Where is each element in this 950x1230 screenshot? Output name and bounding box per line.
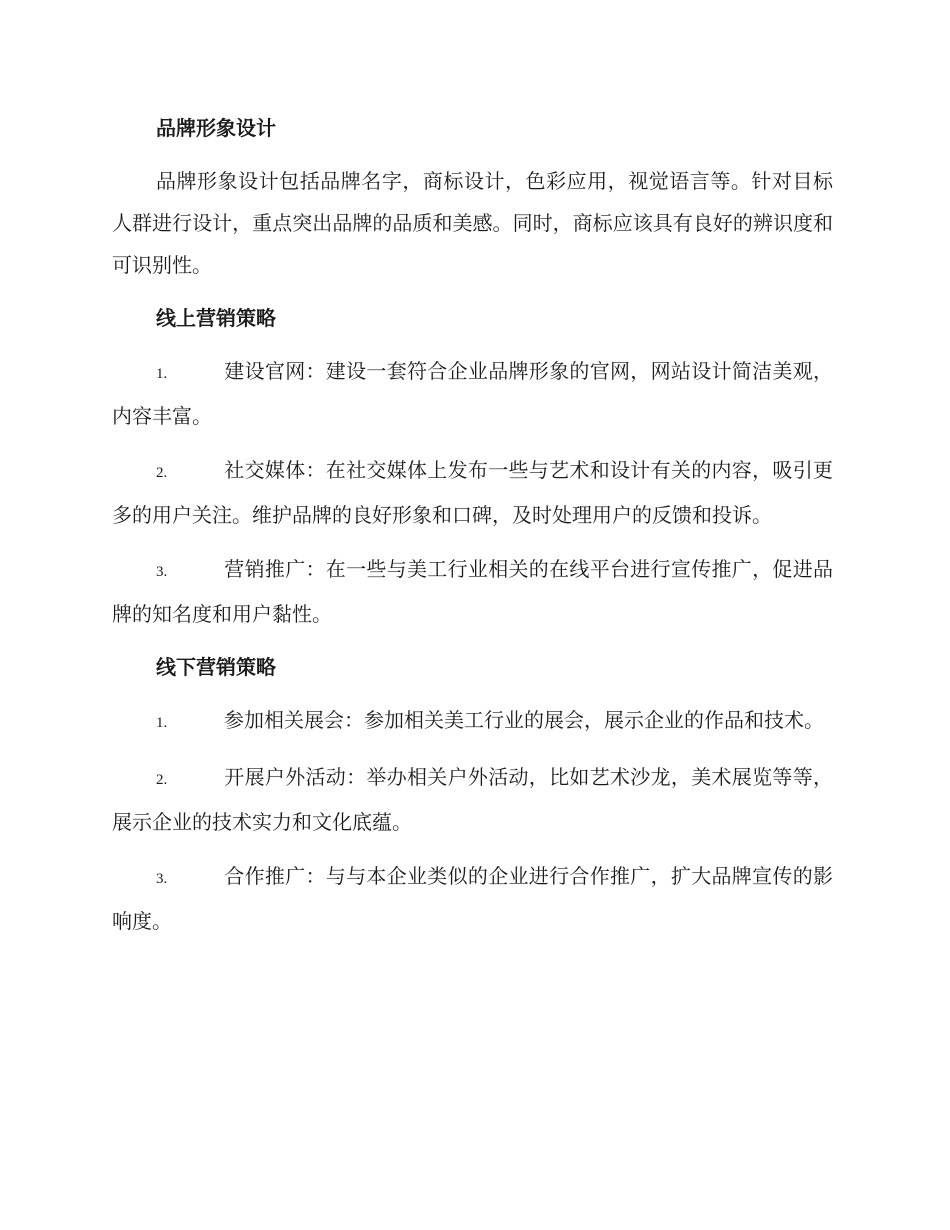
section-heading-brand-image: 品牌形象设计 [156,116,276,140]
list-number: 2. [156,772,168,788]
list-item [112,699,833,744]
list-item-text: 开展户外活动：举办相关户外活动，比如艺术沙龙，美术展览等等，展示企业的技术实力和文化底蕴。 [112,765,833,834]
list-item [112,548,833,635]
brand-image-paragraph: 品牌形象设计包括品牌名字，商标设计，色彩应用，视觉语言等。针对目标人群进行设计，重点突出品牌的品质和美感。同时，商标应该具有良好的辨识度和可识别性。 [112,169,833,277]
list-item-text: 社交媒体：在社交媒体上发布一些与艺术和设计有关的内容，吸引更多的用户关注。维护品牌的良好形象和口碑，及时处理用户的反馈和投诉。 [112,458,833,527]
section-heading-online-marketing: 线上营销策略 [156,306,276,330]
list-item-text: 参加相关展会：参加相关美工行业的展会，展示企业的作品和技术。 [224,708,824,732]
list-item-text: 建设官网：建设一套符合企业品牌形象的官网，网站设计简洁美观，内容丰富。 [112,359,833,428]
section-heading-offline-marketing: 线下营销策略 [156,655,276,679]
list-item [112,449,833,536]
list-item [112,756,833,843]
list-number: 3. [156,564,168,580]
list-item [112,350,833,437]
list-item [112,855,833,942]
list-number: 1. [156,715,168,731]
list-number: 1. [156,366,168,382]
list-item-text: 合作推广：与与本企业类似的企业进行合作推广，扩大品牌宣传的影响度。 [112,864,833,933]
list-item-text: 营销推广：在一些与美工行业相关的在线平台进行宣传推广，促进品牌的知名度和用户黏性。 [112,557,833,626]
list-number: 2. [156,465,168,481]
document-page [112,108,833,954]
list-number: 3. [156,871,168,887]
